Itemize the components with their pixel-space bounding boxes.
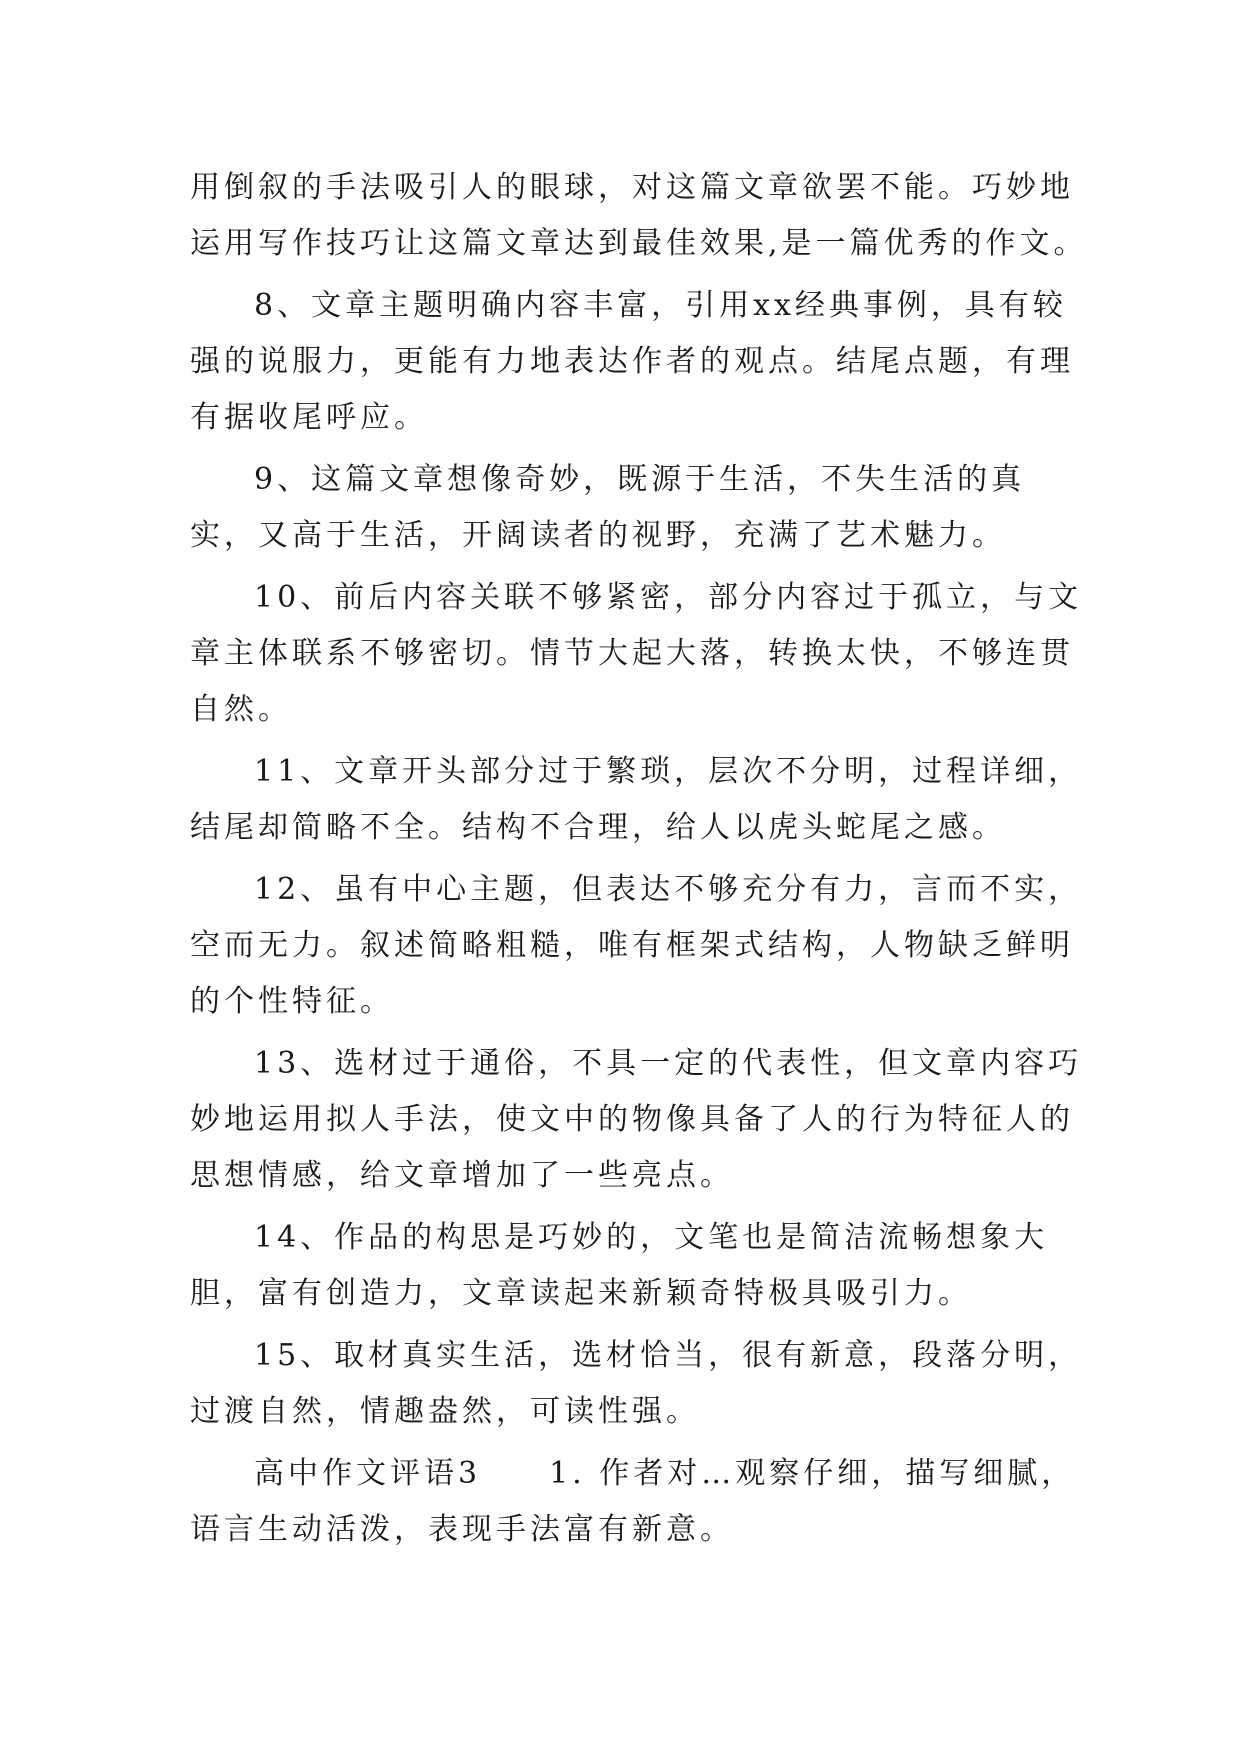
paragraph-comment-13: 13、选材过于通俗，不具一定的代表性，但文章内容巧妙地运用拟人手法，使文中的物像具备了人的行为特征人的思想情感，给文章增加了一些亮点。 <box>190 1046 1083 1193</box>
paragraph-comment-14: 14、作品的构思是巧妙的，文笔也是简洁流畅想象大胆，富有创造力，文章读起来新颖奇特极具吸引力。 <box>190 1220 1049 1311</box>
paragraph-comment-12: 12、虽有中心主题，但表达不够充分有力，言而不实，空而无力。叙述简略粗糙，唯有框架式结构，人物缺乏鲜明的个性特征。 <box>190 872 1083 1019</box>
paragraph-comment-15: 15、取材真实生活，选材恰当，很有新意，段落分明，过渡自然，情趣盎然，可读性强。 <box>190 1338 1083 1429</box>
paragraph-comment-10: 10、前后内容关联不够紧密，部分内容过于孤立，与文章主体联系不够密切。情节大起大落，转换太快，不够连贯自然。 <box>190 580 1083 727</box>
paragraph-comment-8: 8、文章主题明确内容丰富，引用xx经典事例，具有较强的说服力，更能有力地表达作者的观点。结尾点题，有理有据收尾呼应。 <box>190 288 1074 435</box>
paragraph-comment-9: 9、这篇文章想像奇妙，既源于生活，不失生活的真实，又高于生活，开阔读者的视野，充满了艺术魅力。 <box>190 462 1026 553</box>
document-body <box>190 160 1090 1564</box>
paragraph-section-3: 高中作文评语3 1. 作者对…观察仔细，描写细腻，语言生动活泼，表现手法富有新意。 <box>190 1456 1076 1547</box>
paragraph-comment-11: 11、文章开头部分过于繁琐，层次不分明，过程详细，结尾却简略不全。结构不合理，给人以虎头蛇尾之感。 <box>190 754 1083 845</box>
paragraph-continuation: 用倒叙的手法吸引人的眼球，对这篇文章欲罢不能。巧妙地运用写作技巧让这篇文章达到最佳效果,是一篇优秀的作文。 <box>190 170 1088 261</box>
